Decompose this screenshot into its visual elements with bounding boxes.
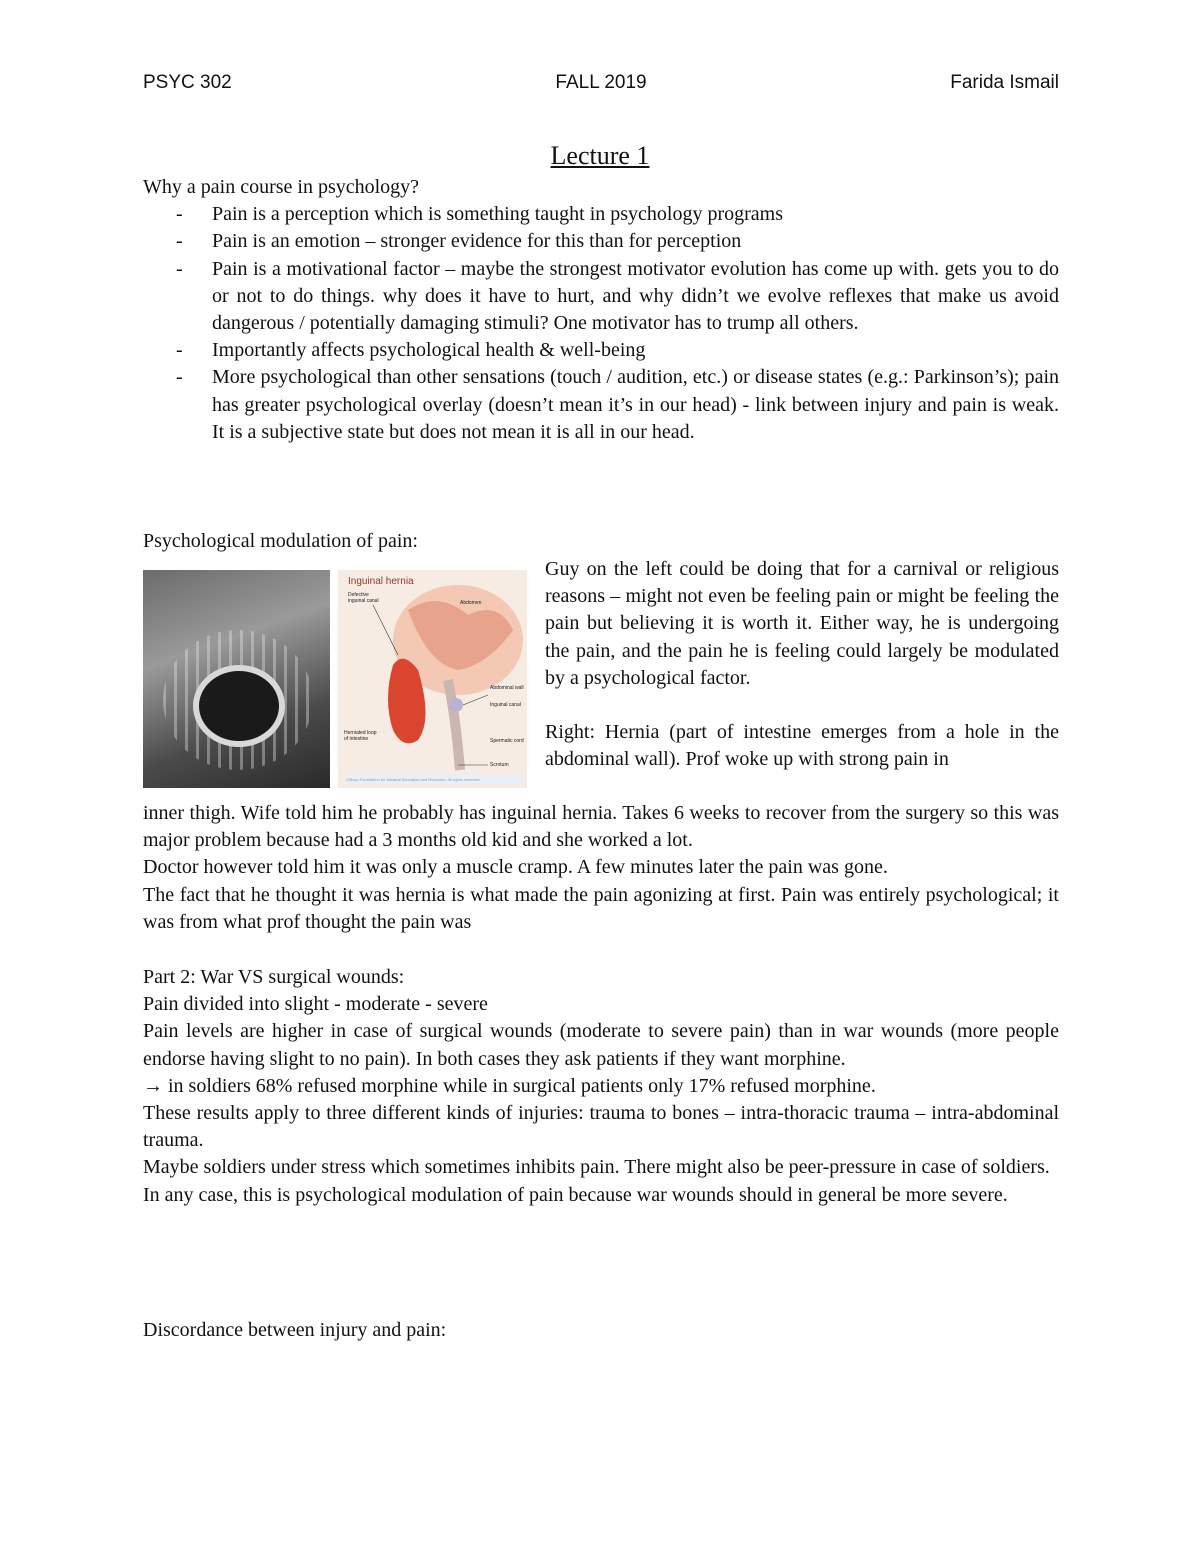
side-paragraph-1: Guy on the left could be doing that for a carnival or religious reasons – might not even be feeling pain or might be feeling the pain but believing it is worth it. Either way, he is undergoing the pain, and the pain he is feeling could largely be modulated by a psychological factor. — [545, 558, 1059, 689]
label-defective-canal: Defective inguinal canal — [348, 592, 379, 604]
part2-stress: Maybe soldiers under stress which sometimes inhibits pain. There might also be peer-pressure in case of soldiers. — [143, 1156, 1050, 1179]
label-spermatic-cord: Spermatic cord — [490, 738, 524, 744]
part2-result — [143, 1073, 1059, 1100]
diagram-title: Inguinal hernia — [348, 576, 414, 587]
inguinal-hernia-diagram — [338, 570, 527, 788]
list-item: - Importantly affects psychological health & well-being — [143, 337, 1059, 364]
page-header — [143, 72, 1059, 100]
figure-side-text — [545, 556, 1059, 774]
header-author: Farida Ismail — [950, 72, 1059, 93]
doctor-paragraph: Doctor however told him it was only a muscle cramp. A few minutes later the pain was gone. — [143, 856, 888, 879]
part2-levels: Pain levels are higher in case of surgical wounds (moderate to severe pain) than in war wounds (more people endorse having slight to no pain). In both cases they ask patients if they want morphine. — [143, 1020, 1059, 1070]
part2-section — [143, 964, 1059, 1209]
photo-mouth — [193, 665, 285, 747]
fact-paragraph: The fact that he thought it was hernia is what made the pain agonizing at first. Pain was entirely psychological; it was from what prof thought the pain was — [143, 883, 1059, 933]
label-abdomen: Abdomen — [460, 600, 482, 606]
diagram-copyright: ©Mayo Foundation for Medical Education and Research. All rights reserved. — [346, 775, 522, 784]
intro-section — [143, 174, 1059, 446]
list-item: - Pain is an emotion – stronger evidence for this than for perception — [143, 228, 1059, 255]
paragraph-gap — [545, 692, 1059, 719]
part2-heading: Part 2: War VS surgical wounds: — [143, 966, 405, 988]
part2-division: Pain divided into slight - moderate - severe — [143, 993, 488, 1016]
intro-question: Why a pain course in psychology? — [143, 176, 420, 198]
modulation-heading: Psychological modulation of pain: — [143, 530, 418, 552]
list-item: - Pain is a motivational factor – maybe the strongest motivator evolution has come up with. gets you to do or not to do things. why does it have to hurt, and why didn’t we evolve reflexes that make us avoid dangerous / potentially damaging stimuli? One motivator has to trump all others. — [143, 256, 1059, 338]
pierced-face-photo — [143, 570, 330, 788]
label-scrotum: Scrotum — [490, 762, 509, 768]
continuation-paragraph: inner thigh. Wife told him he probably has inguinal hernia. Takes 6 weeks to recover from the surgery so this was major problem because had a 3 months old kid and she worked a lot. — [143, 802, 1059, 852]
part2-result-text: in soldiers 68% refused morphine while in surgical patients only 17% refused morphine. — [168, 1074, 876, 1097]
list-item: - More psychological than other sensations (touch / audition, etc.) or disease states (e.g.: Parkinson’s); pain has greater psychological overlay (doesn’t mean it’s in our head) - link between injury and pain is weak. It is a subjective state but does not mean it is all in our head. — [143, 364, 1059, 446]
label-abdominal-wall: Abdominal wall — [490, 685, 524, 691]
lecture-title: Lecture 1 — [550, 141, 650, 170]
header-course: PSYC 302 — [143, 72, 232, 93]
discordance-heading: Discordance between injury and pain: — [143, 1319, 447, 1341]
label-herniated-loop: Herniated loop of intestine — [344, 730, 377, 742]
canal-opening-shape — [449, 698, 463, 712]
label-inguinal-canal: Inguinal canal — [490, 702, 521, 708]
part2-conclusion: In any case, this is psychological modulation of pain because war wounds should in general be more severe. — [143, 1183, 1008, 1206]
list-item: - Pain is a perception which is something taught in psychology programs — [143, 201, 1059, 228]
hernia-story — [143, 800, 1059, 936]
header-term: FALL 2019 — [555, 72, 647, 93]
side-paragraph-2: Right: Hernia (part of intestine emerges from a hole in the abdominal wall). Prof woke up with strong pain in — [545, 721, 1059, 771]
intro-list — [143, 201, 1059, 446]
arrow-icon: → — [143, 1074, 163, 1097]
label-line — [463, 695, 488, 705]
part2-injuries: These results apply to three different kinds of injuries: trauma to bones – intra-thoracic trauma – intra-abdominal trauma. — [143, 1102, 1059, 1152]
